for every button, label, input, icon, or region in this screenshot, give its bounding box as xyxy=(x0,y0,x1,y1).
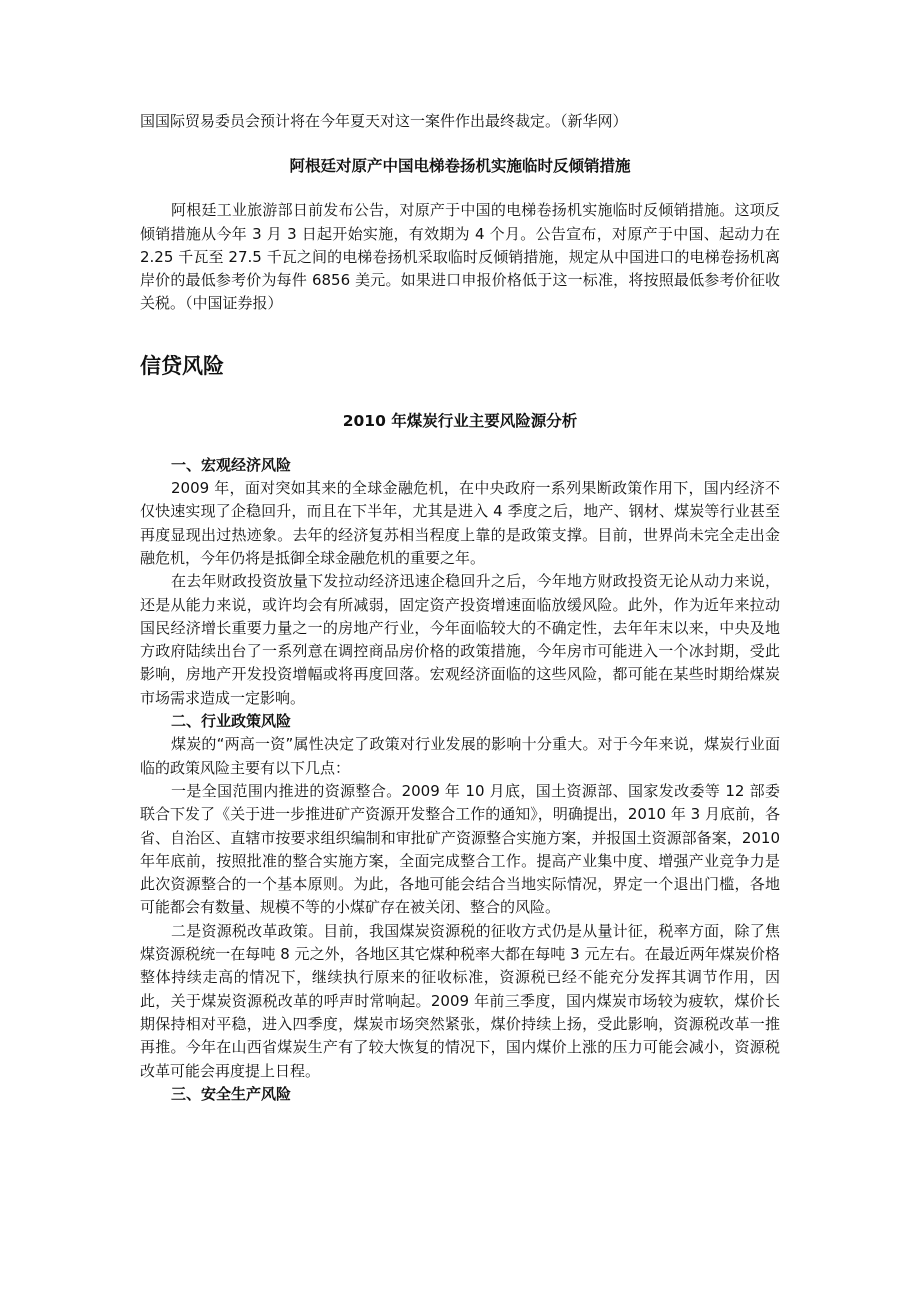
section-heading-credit-risk: 信贷风险 xyxy=(140,353,224,378)
document-body xyxy=(140,110,780,1106)
article-title-argentina: 阿根廷对原产中国电梯卷扬机实施临时反倾销措施 xyxy=(289,157,631,176)
paragraph-macro-1: 2009 年，面对突如其来的全球金融危机，在中央政府一系列果断政策作用下，国内经济不仅快速实现了企稳回升，而且在下半年，尤其是进入 4 季度之后，地产、钢材、煤炭等行业甚至再度显现出过热迹象。去年的经济复苏相当程度上靠的是政策支撑。目前，世界尚未完全走出金融危机，今年仍将是抵御全球金融危机的重要之年。 xyxy=(140,479,780,567)
subheading-safety-risk: 三、安全生产风险 xyxy=(171,1084,292,1103)
paragraph-macro-2: 在去年财政投资放量下发拉动经济迅速企稳回升之后，今年地方财政投资无论从动力来说，还是从能力来说，或许均会有所减弱，固定资产投资增速面临放缓风险。此外，作为近年来拉动国民经济增长重要力量之一的房地产行业，今年面临较大的不确定性，去年年末以来，中央及地方政府陆续出台了一系列意在调控商品房价格的政策措施，今年房市可能进入一个冰封期，受此影响，房地产开发投资增幅或将再度回落。宏观经济面临的这些风险，都可能在某些时期给煤炭市场需求造成一定影响。 xyxy=(140,572,780,707)
subheading-policy-risk: 二、行业政策风险 xyxy=(171,712,292,731)
paragraph-policy-2: 二是资源税改革政策。目前，我国煤炭资源税的征收方式仍是从量计征，税率方面，除了焦煤资源税统一在每吨 8 元之外，各地区其它煤种税率大都在每吨 3 元左右。在最近两年煤炭价格整体持续走高的情况下，继续执行原来的征收标准，资源税已经不能充分发挥其调节作用，因此，关于煤炭资源税改革的呼声时常响起。2009 年前三季度，国内煤炭市场较为疲软，煤价长期保持相对平稳，进入四季度，煤炭市场突然紧张，煤价持续上扬，受此影响，资源税改革一推再推。今年在山西省煤炭生产有了较大恢复的情况下，国内煤价上涨的压力可能会减小，资源税改革可能会再度提上日程。 xyxy=(140,921,780,1080)
paragraph-policy-1: 一是全国范围内推进的资源整合。2009 年 10 月底，国土资源部、国家发改委等 12 部委联合下发了《关于进一步推进矿产资源开发整合工作的通知》，明确提出，2010 年 3 月底前，各省、自治区、直辖市按要求组织编制和审批矿产资源整合实施方案，并报国土资源部备案，2010 年年底前，按照批准的整合实施方案，全面完成整合工作。提高产业集中度、增强产业竞争力是此次资源整合的一个基本原则。为此，各地可能会结合当地实际情况，界定一个退出门槛，各地可能都会有数量、规模不等的小煤矿存在被关闭、整合的风险。 xyxy=(140,781,780,917)
continuation-paragraph: 国国际贸易委员会预计将在今年夏天对这一案件作出最终裁定。（新华网） xyxy=(140,112,628,130)
subheading-macro-risk: 一、宏观经济风险 xyxy=(171,455,292,474)
article-title-coal: 2010 年煤炭行业主要风险源分析 xyxy=(342,411,578,430)
paragraph-policy-intro: 煤炭的“两高一资”属性决定了政策对行业发展的影响十分重大。对于今年来说，煤炭行业面临的政策风险主要有以下几点： xyxy=(140,735,780,777)
article-paragraph-argentina: 阿根廷工业旅游部日前发布公告，对原产于中国的电梯卷扬机实施临时反倾销措施。这项反倾销措施从今年 3 月 3 日起开始实施，有效期为 4 个月。公告宣布，对原产于中国、起动力在 2.25 千瓦至 27.5 千瓦之间的电梯卷扬机采取临时反倾销措施，规定从中国进口的电梯卷扬机离岸价的最低参考价为每件 6856 美元。如果进口申报价格低于这一标准，将按照最低参考价征收关税。（中国证券报） xyxy=(140,201,780,313)
